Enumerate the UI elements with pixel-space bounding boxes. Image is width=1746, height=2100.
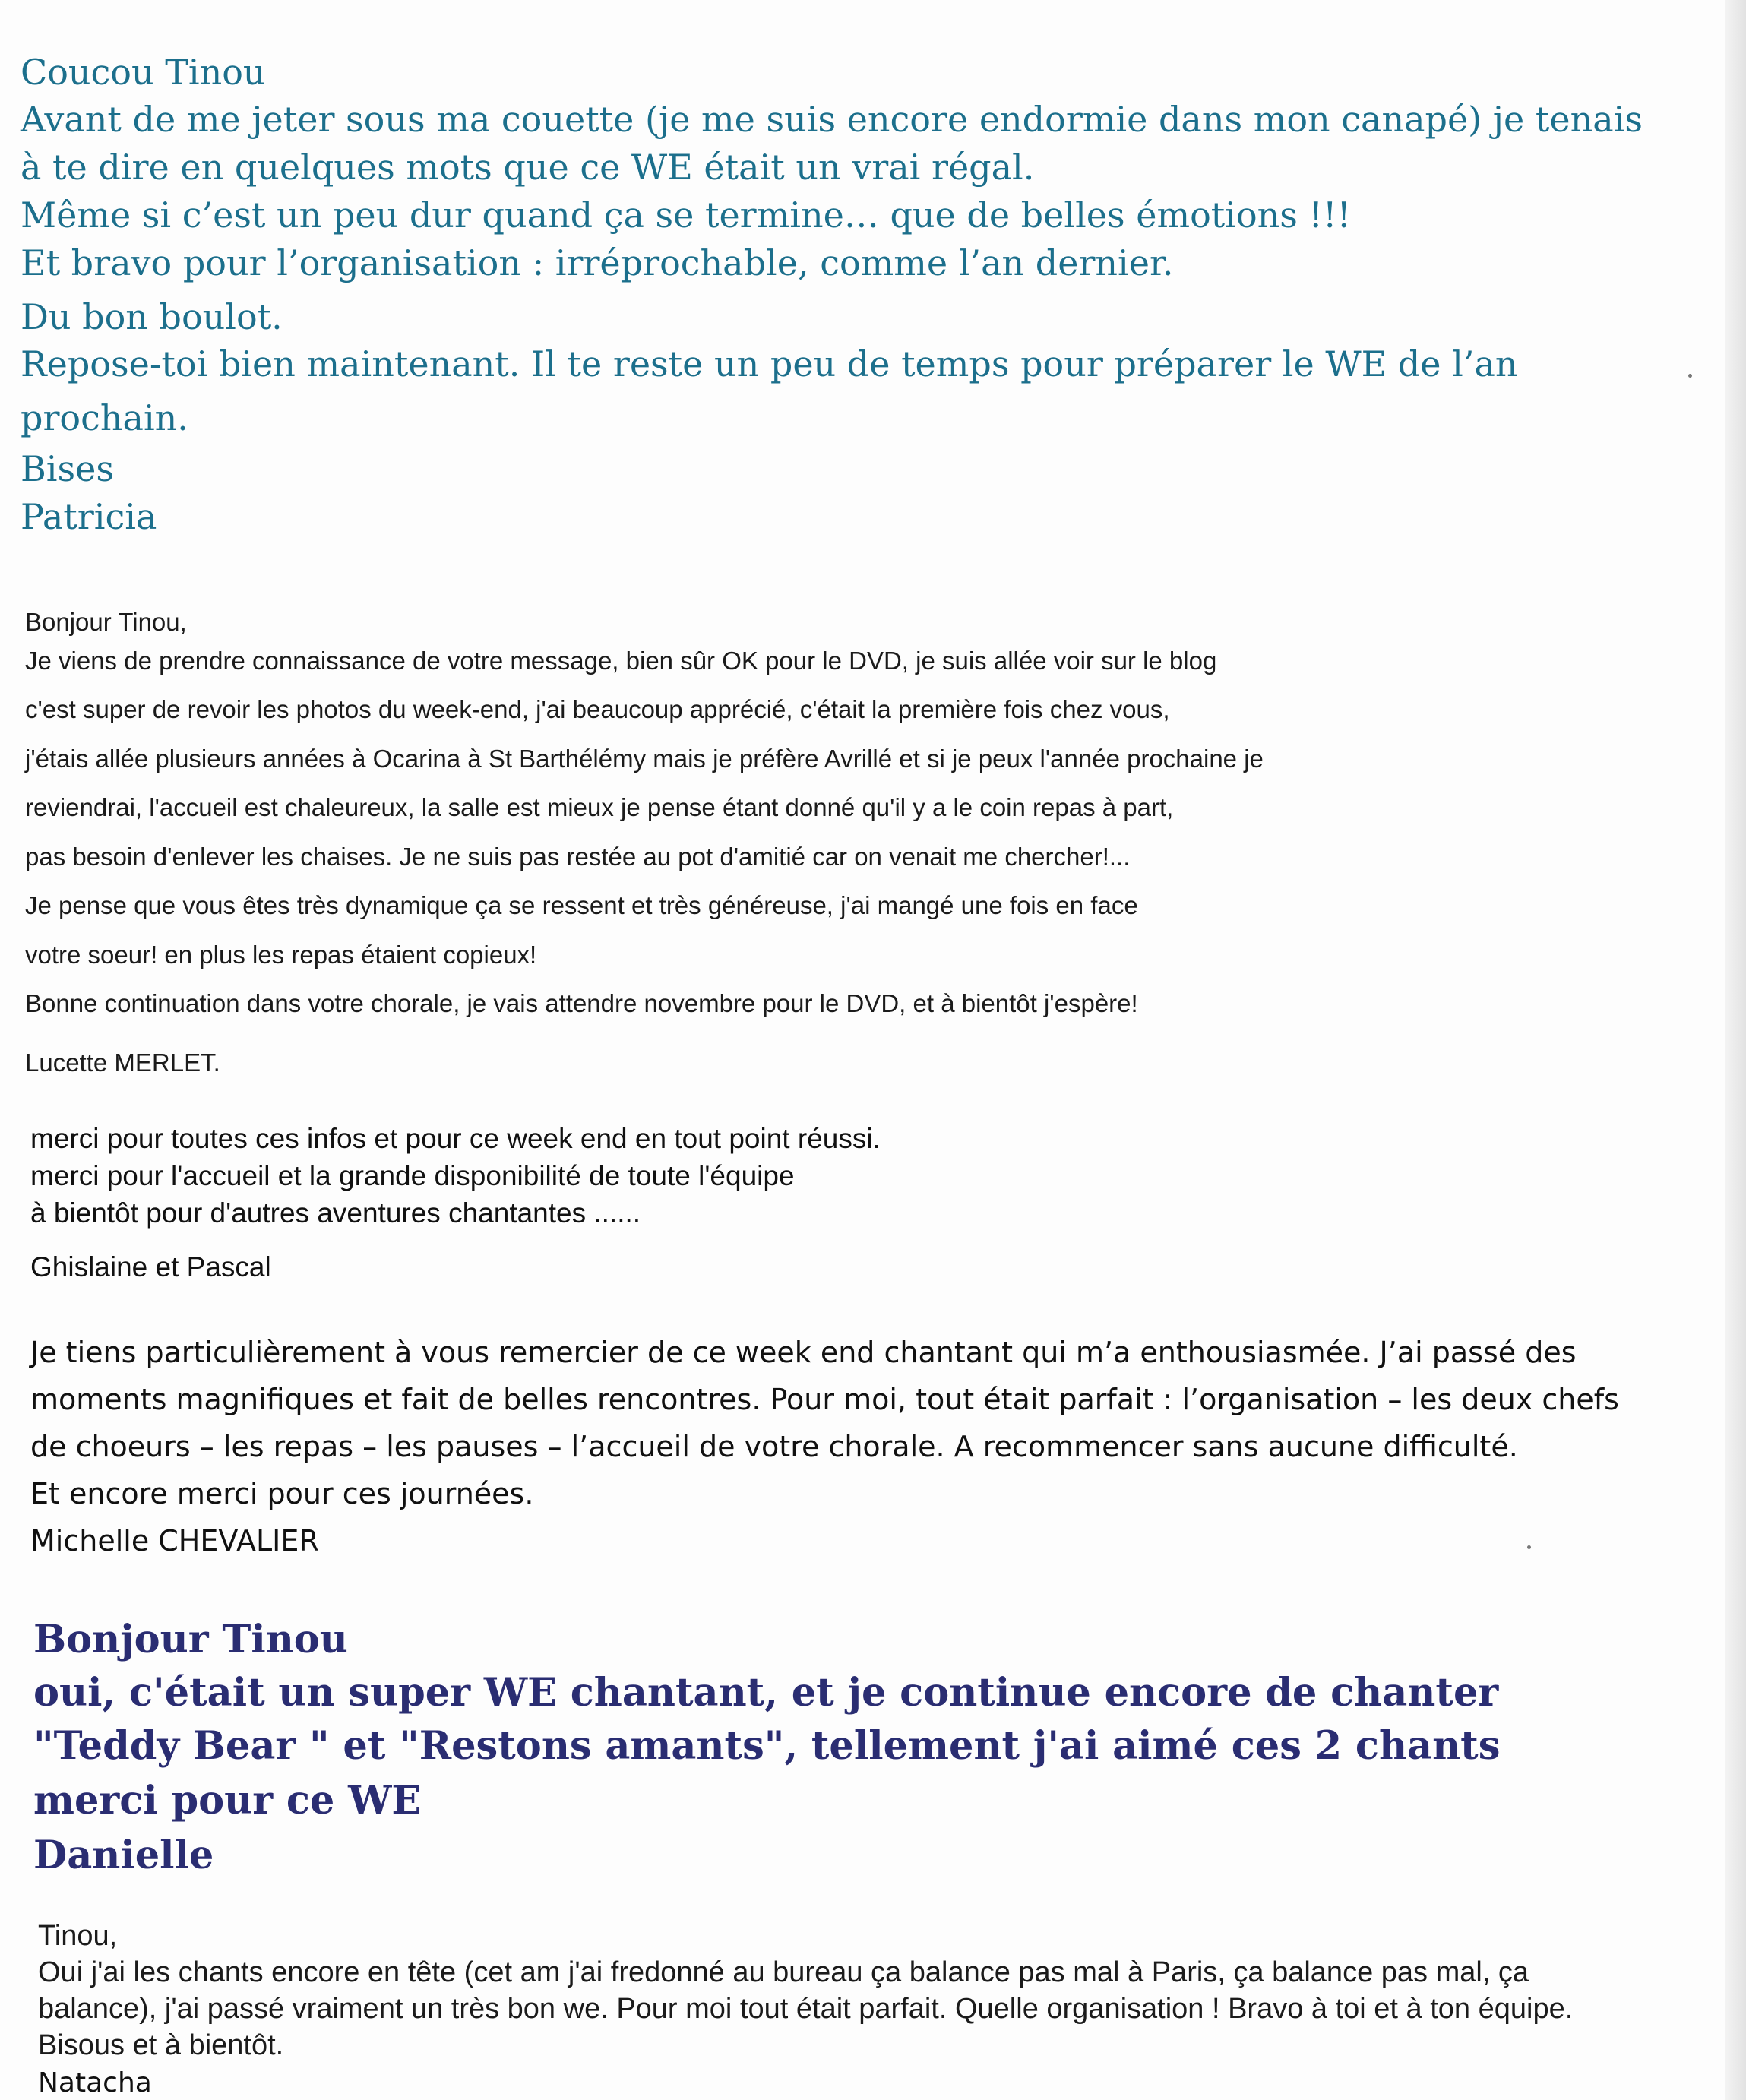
signature: Michelle CHEVALIER — [30, 1524, 319, 1558]
message-line: j'étais allée plusieurs années à Ocarina à St Barthélémy mais je préfère Avrillé et si je peux l'année prochaine je — [25, 745, 1264, 773]
message-line: Bonjour Tinou — [33, 1617, 348, 1662]
message-line: Bises — [21, 448, 114, 489]
message-line: merci pour l'accueil et la grande disponibilité de toute l'équipe — [30, 1160, 795, 1191]
message-line: Et bravo pour l’organisation : irréprochable, comme l’an dernier. — [21, 242, 1174, 283]
message-line: balance), j'ai passé vraiment un très bon we. Pour moi tout était parfait. Quelle organisation ! Bravo à toi et à ton équipe. — [38, 1993, 1574, 2025]
scan-speck — [1527, 1545, 1531, 1549]
message-line: Oui j'ai les chants encore en tête (cet am j'ai fredonné au bureau ça balance pas mal à Paris, ça balance pas mal, ça — [38, 1956, 1529, 1988]
page-edge-shadow — [1725, 0, 1746, 2100]
message-line: Bonjour Tinou, — [25, 608, 187, 636]
message-line: merci pour ce WE — [33, 1778, 422, 1823]
message-line: "Teddy Bear " et "Restons amants", tellement j'ai aimé ces 2 chants — [33, 1723, 1501, 1769]
message-line: prochain. — [21, 397, 188, 438]
message-line: c'est super de revoir les photos du week-end, j'ai beaucoup apprécié, c'était la première fois chez vous, — [25, 695, 1170, 723]
message-line: Je pense que vous êtes très dynamique ça se ressent et très généreuse, j'ai mangé une fois en face — [25, 891, 1138, 919]
message-line: Du bon boulot. — [21, 296, 283, 337]
message-line: Avant de me jeter sous ma couette (je me suis encore endormie dans mon canapé) je tenais — [21, 99, 1643, 140]
message-line: pas besoin d'enlever les chaises. Je ne suis pas restée au pot d'amitié car on venait me chercher!... — [25, 843, 1131, 871]
message-line: de choeurs – les repas – les pauses – l’accueil de votre chorale. A recommencer sans aucune difficulté. — [30, 1430, 1518, 1463]
message-line: Et encore merci pour ces journées. — [30, 1477, 534, 1510]
message-line: merci pour toutes ces infos et pour ce week end en tout point réussi. — [30, 1123, 881, 1154]
message-line: Bonne continuation dans votre chorale, je vais attendre novembre pour le DVD, et à bientôt j'espère! — [25, 989, 1138, 1017]
message-line: Je viens de prendre connaissance de votre message, bien sûr OK pour le DVD, je suis allée voir sur le blog — [25, 647, 1217, 675]
message-line: oui, c'était un super WE chantant, et je continue encore de chanter — [33, 1670, 1499, 1716]
message-line: à te dire en quelques mots que ce WE était un vrai régal. — [21, 147, 1035, 188]
scan-speck — [1688, 374, 1692, 378]
message-line: moments magnifiques et fait de belles rencontres. Pour moi, tout était parfait : l’organisation – les deux chefs — [30, 1383, 1619, 1416]
message-line: Coucou Tinou — [21, 52, 266, 93]
message-line: reviendrai, l'accueil est chaleureux, la salle est mieux je pense étant donné qu'il y a le coin repas à part, — [25, 793, 1174, 821]
message-line: à bientôt pour d'autres aventures chantantes ...... — [30, 1197, 641, 1229]
signature: Ghislaine et Pascal — [30, 1251, 271, 1282]
message-line: Repose-toi bien maintenant. Il te reste un peu de temps pour préparer le WE de l’an — [21, 343, 1518, 384]
message-line: Même si c’est un peu dur quand ça se termine… que de belles émotions !!! — [21, 195, 1351, 236]
signature: Natacha — [38, 2067, 152, 2098]
message-line: Je tiens particulièrement à vous remercier de ce week end chantant qui m’a enthousiasmée. J’ai passé des — [30, 1336, 1577, 1369]
message-line: Tinou, — [38, 1920, 118, 1952]
message-line: votre soeur! en plus les repas étaient copieux! — [25, 941, 537, 969]
signature: Danielle — [33, 1833, 214, 1878]
signature: Patricia — [21, 496, 157, 537]
signature: Lucette MERLET. — [25, 1048, 220, 1077]
message-line: Bisous et à bientôt. — [38, 2029, 284, 2061]
